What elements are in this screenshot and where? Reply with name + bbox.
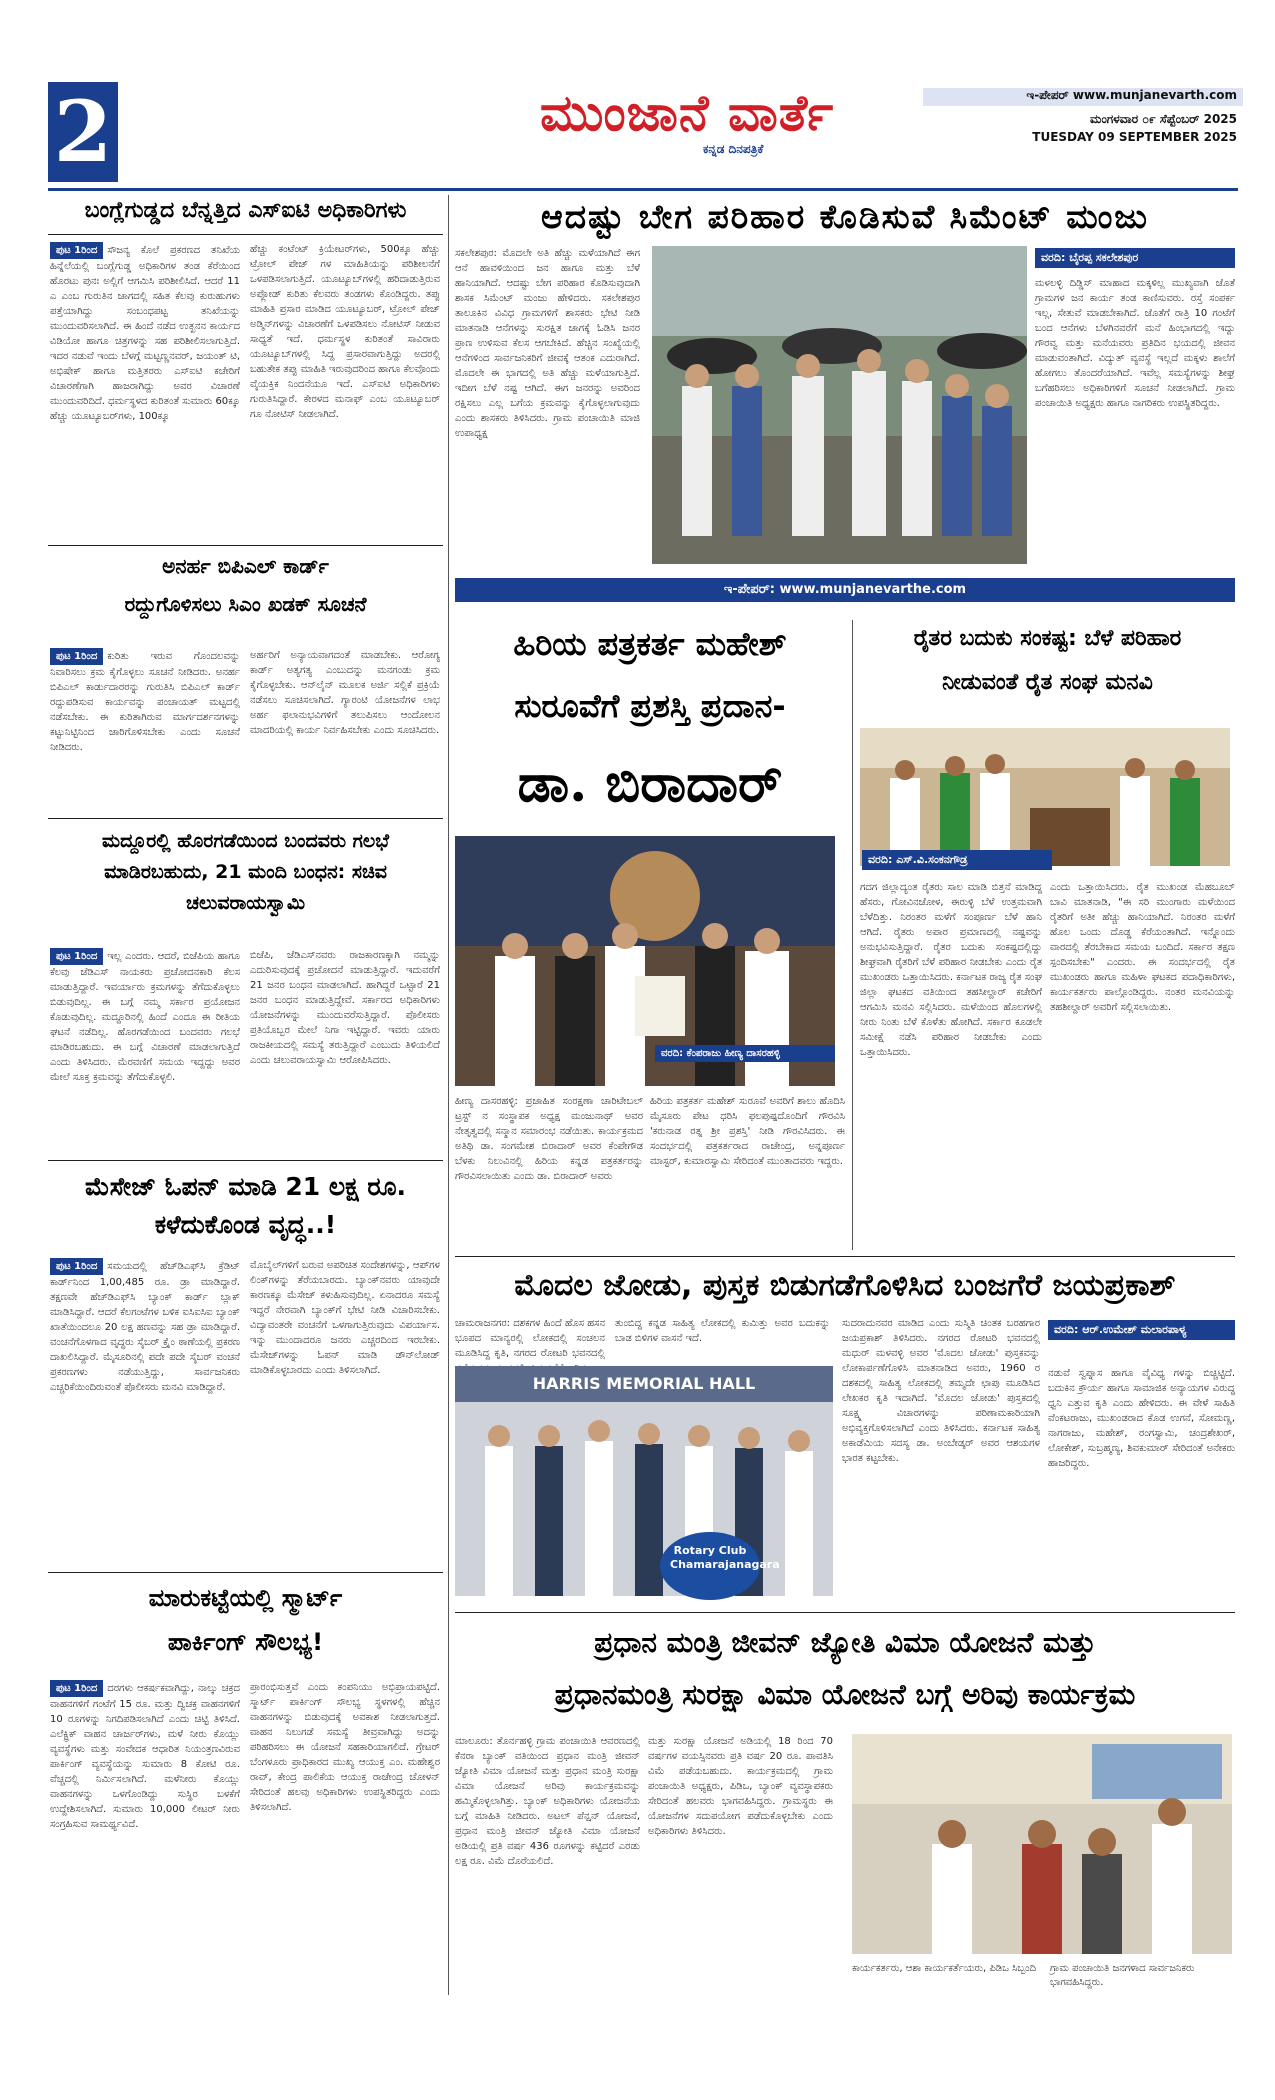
s4-byline: ವರದಿ: ಕೆಂಪರಾಜು ಹೀಣ್ಯ ದಾಸರಹಳ್ಳಿ	[655, 1045, 835, 1062]
s3-dateline: ಪುಟ 1ರಿಂದ	[50, 648, 103, 665]
s10-headline-2: ಪ್ರಧಾನಮಂತ್ರಿ ಸುರಕ್ಷಾ ವಿಮಾ ಯೋಜನೆ ಬಗ್ಗೆ ಅರಿವು ಕಾರ್ಯಕ್ರಮ	[554, 1678, 1136, 1711]
s3-headline-2: ರದ್ದುಗೊಳಿಸಲು ಸಿಎಂ ಖಡಕ್ ಸೂಚನೆ	[124, 592, 367, 616]
s1-col1: ಪುಟ 1ರಿಂದ ಸೌಜನ್ಯ ಕೊಲೆ ಪ್ರಕರಣದ ತನಿಖೆಯ ಹಿನ್ನೆಲೆಯಲ್ಲಿ ಬಂಗ್ಲೆಗುಡ್ಡ ಅಧಿಕಾರಿಗಳ ತಂಡ ಕೆರೆಯಿಂದ ಹೊರಟು ಪುನಃ ಅಲ್ಲಿಗೆ ಆಗಮಿಸಿ ಪರಿಶೀಲಿಸಿದೆ. ಆದರೆ 11 ಎ ಎಂಬ ಗುರುತಿನ ಜಾಗದಲ್ಲಿ ಸಹಿತ ಕೆಲವು ಕುರುಹುಗಳು ಪತ್ತೆಯಾಗಿದ್ದು ಸಂಬಂಧಪಟ್ಟ ತನಿಖೆಯನ್ನು ಮುಂದುವರಿಸಲಾಗಿದೆ. ಈ ಹಿಂದೆ ನಡೆದ ಉತ್ಖನನ ಕಾರ್ಯದ ವಿಡಿಯೋ ಹಾಗೂ ಚಿತ್ರಗಳನ್ನು ಸಹ ಪರಿಶೀಲಿಸಲಾಗುತ್ತಿದೆ. ಇದರ ನಡುವೆ ಇಂದು ಬೆಳಗ್ಗೆ ಮಟ್ಟಣ್ಣನವರ್, ಜಯಂತ್ ಟಿ, ಅಭಿಷೇಕ್ ಹಾಗೂ ಮತ್ತಿತರರು ಎಸ್‌ಐಟಿ ಕಚೇರಿಗೆ ವಿಚಾರಣೆಗಾಗಿ ಹಾಜರಾಗಿದ್ದು ಅವರ ವಿಚಾರಣೆ ಮುಂದುವರಿದಿದೆ. ಧರ್ಮಸ್ಥಳದ ಕುರಿತಂತೆ ಸುಮಾರು 60ಕ್ಕೂ ಹೆಚ್ಚು ಯೂಟ್ಯೂಬರ್‌ಗಳು, 100ಕ್ಕೂ	[50, 242, 240, 532]
date-kannada: ಮಂಗಳವಾರ ೦೯ ಸೆಪ್ಟೆಂಬರ್ 2025	[1090, 112, 1237, 126]
s8-col2: ತುಂಬಿದ್ದ ಕನ್ನಡ ಸಾಹಿತ್ಯ ಲೋಕದಲ್ಲಿ ಕುಮಿತ್ತು ಅವರ ಬದುಕನ್ನು ಬಾಡ ಬಿಳಿಗಳ ವಾಸನೆ ಇದೆ.	[615, 1318, 830, 1344]
epaper-url[interactable]: ಇ-ಪೇಪರ್ www.munjanevarth.com	[923, 88, 1243, 106]
s9-col2: ಪ್ರಾರಂಭಿಸುತ್ತವೆ ಎಂದು ಕಂಪನಿಯು ಅಭಿಪ್ರಾಯಪಟ್ಟಿದೆ. ಸ್ಮಾರ್ಟ್ ಪಾರ್ಕಿಂಗ್ ಸೌಲಭ್ಯ ಸ್ಥಳಗಳಲ್ಲಿ ಹೆಚ್ಚಿನ ವಾಹನಗಳನ್ನು ಬಿಡುವುದಕ್ಕೆ ಅವಕಾಶ ನೀಡಲಾಗುತ್ತದೆ. ವಾಹನ ನಿಲುಗಡೆ ಸಮಸ್ಯೆ ತೀವ್ರವಾಗಿದ್ದು ಅದನ್ನು ಪರಿಹರಿಸಲು ಈ ಯೋಜನೆ ಸಹಕಾರಿಯಾಗಲಿದೆ. ಗ್ರೇಟರ್ ಬೆಂಗಳೂರು ಪ್ರಾಧಿಕಾರದ ಮುಖ್ಯ ಆಯುಕ್ತ ಎಂ. ಮಹೇಶ್ವರ ರಾವ್, ಕೇಂದ್ರ ಪಾಲಿಕೆಯ ಆಯುಕ್ತ ರಾಜೇಂದ್ರ ಚೋಳನ್ ಸೇರಿದಂತೆ ಹಲವು ಅಧಿಕಾರಿಗಳು ಉಪಸ್ಥಿತರಿದ್ದರು ಎಂದು ತಿಳಿಸಲಾಗಿದೆ.	[250, 1682, 440, 1813]
s4-col1: ಹೀಣ್ಯ ದಾಸರಹಳ್ಳಿ: ಪ್ರಜಾಹಿತ ಸಂರಕ್ಷಣಾ ಚಾರಿಟೇಬಲ್ ಟ್ರಸ್ಟ್ ನ ಸಂಸ್ಥಾಪಕ ಅಧ್ಯಕ್ಷ ಮಂಜುನಾಥ್ ಅವರ ನೇತೃತ್ವದಲ್ಲಿ ಸನ್ಮಾನ ಸಮಾರಂಭ ನಡೆಯಿತು. ಕಾರ್ಯಕ್ರಮದ ಅತಿಥಿ ಡಾ. ಸಂಗಮೇಶ ಬಿರಾದಾರ್ ಅವರ ಕೆಂಪೇಗೌಡ ಬೆಳಕು ನಿಲುವಿನಲ್ಲಿ ಹಿರಿಯ ಕನ್ನಡ ಪತ್ರಕರ್ತರನ್ನು ಗೌರವಿಸಲಾಯಿತು ಎಂದು ಡಾ. ಬಿರಾದಾರ್ ಅವರು	[455, 1096, 643, 1182]
s5-photo-svg	[860, 728, 1230, 866]
s5-col1: ಗದಗ ಜಿಲ್ಲಾದ್ಯಂತ ರೈತರು ಸಾಲ ಮಾಡಿ ಬಿತ್ತನೆ ಮಾಡಿದ್ದ ಹೆಸರು, ಗೋವಿನಜೋಳ, ಈರುಳ್ಳಿ ಬೆಳೆ ಉತ್ತಮವಾಗಿ ಬೆಳೆದಿತ್ತು. ನಿರಂತರ ಮಳೆಗೆ ಸಂಪೂರ್ಣ ಬೆಳೆ ಹಾನಿ ಆಗಿದೆ. ರೈತರು ಅಪಾರ ಪ್ರಮಾಣದಲ್ಲಿ ನಷ್ಟವನ್ನು ಅನುಭವಿಸುತ್ತಿದ್ದಾರೆ. ರೈತರ ಬದುಕು ಸಂಕಷ್ಟದಲ್ಲಿದ್ದು ಶೀಘ್ರವಾಗಿ ರೈತರಿಗೆ ಬೆಳೆ ಪರಿಹಾರ ನೀಡಬೇಕು ಎಂದು ರೈತ ಮುಖಂಡರು ಒತ್ತಾಯಿಸಿದರು. ಕರ್ನಾಟಕ ರಾಜ್ಯ ರೈತ ಸಂಘ ಜಿಲ್ಲಾ ಘಟಕದ ವತಿಯಿಂದ ತಹಸೀಲ್ದಾರ್ ಕಚೇರಿಗೆ ಆಗಮಿಸಿ ಮನವಿ ಸಲ್ಲಿಸಿದರು. ಮಳೆಯಿಂದ ಹೊಲಗಳಲ್ಲಿ ನೀರು ನಿಂತು ಬೆಳೆ ಕೊಳೆತು ಹೋಗಿದೆ. ಸರ್ಕಾರ ಕೂಡಲೇ ಸಮೀಕ್ಷೆ ನಡೆಸಿ ಪರಿಹಾರ ನೀಡಬೇಕು ಎಂದು ಒತ್ತಾಯಿಸಿದರು.	[860, 882, 1042, 1058]
s10-col1: ಮಾಲೂರು: ತೊರ್ನಹಳ್ಳಿ ಗ್ರಾಮ ಪಂಚಾಯಿತಿ ಆವರಣದಲ್ಲಿ ಕೆನರಾ ಬ್ಯಾಂಕ್ ವತಿಯಿಂದ ಪ್ರಧಾನ ಮಂತ್ರಿ ಜೀವನ್ ಜ್ಯೋತಿ ವಿಮಾ ಯೋಜನೆ ಮತ್ತು ಪ್ರಧಾನ ಮಂತ್ರಿ ಸುರಕ್ಷಾ ವಿಮಾ ಯೋಜನೆ ಅರಿವು ಕಾರ್ಯಕ್ರಮವನ್ನು ಹಮ್ಮಿಕೊಳ್ಳಲಾಗಿತ್ತು. ಬ್ಯಾಂಕ್ ಅಧಿಕಾರಿಗಳು ಯೋಜನೆಯ ಬಗ್ಗೆ ಮಾಹಿತಿ ನೀಡಿದರು. ಅಟಲ್ ಪೆನ್ಷನ್ ಯೋಜನೆ, ಪ್ರಧಾನ ಮಂತ್ರಿ ಜೀವನ್ ಜ್ಯೋತಿ ವಿಮಾ ಯೋಜನೆ ಅಡಿಯಲ್ಲಿ ಪ್ರತಿ ವರ್ಷ 436 ರೂಗಳನ್ನು ಕಟ್ಟಿದರೆ ಎರಡು ಲಕ್ಷ ರೂ. ವಿಮೆ ದೊರೆಯಲಿದೆ.	[455, 1736, 640, 1867]
s8-headline: ಮೊದಲ ಜೋಡು, ಪುಸ್ತಕ ಬಿಡುಗಡೆಗೊಳಿಸಿದ ಬಂಜಗೆರೆ ಜಯಪ್ರಕಾಶ್	[514, 1268, 1176, 1303]
s7-col2: ಮೊಬೈಲ್‌ಗಳಿಗೆ ಬರುವ ಅಪರಿಚಿತ ಸಂದೇಶಗಳನ್ನು, ಆಪ್‌ಗಳ ಲಿಂಕ್‌ಗಳನ್ನು ತೆರೆಯಬಾರದು. ಬ್ಯಾಂಕ್‌ನವರು ಯಾವುದೇ ಕಾರಣಕ್ಕೂ ಮೆಸೇಜ್ ಕಳುಹಿಸುವುದಿಲ್ಲ. ಏನಾದರೂ ಸಮಸ್ಯೆ ಇದ್ದರೆ ನೇರವಾಗಿ ಬ್ಯಾಂಕ್‌ಗೆ ಭೇಟಿ ನೀಡಿ ವಿಚಾರಿಸಬೇಕು. ವಿದ್ಯಾವಂತರೇ ವಂಚನೆಗೆ ಒಳಗಾಗುತ್ತಿರುವುದು ವಿಪರ್ಯಾಸ. ಇನ್ನು ಮುಂದಾದರೂ ಜನರು ಎಚ್ಚರದಿಂದ ಇರಬೇಕು. ಮೆಸೇಜ್‌ಗಳನ್ನು ಓಪನ್ ಮಾಡಿ ಡೌನ್‌ಲೋಡ್ ಮಾಡಿಕೊಳ್ಳಬಾರದು ಎಂದು ತಿಳಿಸಲಾಗಿದೆ.	[250, 1260, 440, 1376]
s6-col2: ಬಿಜೆಪಿ, ಜೆಡಿಎಸ್‌ನವರು ರಾಜಕಾರಣಕ್ಕಾಗಿ ನಮ್ಮನ್ನು ಎದುರಿಸುವುದಕ್ಕೆ ಪ್ರಚೋದನೆ ಮಾಡುತ್ತಿದ್ದಾರೆ. ಇದುವರೆಗೆ 21 ಜನರ ಬಂಧನ ಮಾಡಲಾಗಿದೆ. ಹಾಗಿದ್ದರೆ ಒಟ್ಟಾರೆ 21 ಜನರ ಬಂಧನ ಮಾಡುತ್ತಿದ್ದೇವೆ. ಸರ್ಕಾರದ ಅಧಿಕಾರಿಗಳು ಯೋಜನೆಗಳನ್ನು ಮುಂದುವರೆಸುತ್ತಿದ್ದಾರೆ. ಪೊಲೀಸರು ಪ್ರತಿಯೊಬ್ಬರ ಮೇಲೆ ನಿಗಾ ಇಟ್ಟಿದ್ದಾರೆ. ಇವರು ಯಾರು ರಾಜಕೀಯದಲ್ಲಿ ಸಮಸ್ಯೆ ತರುತ್ತಿದ್ದಾರೆ ಎಂಬುದು ತಿಳಿಯಲಿದೆ ಎಂದು ಚಲುವರಾಯಸ್ವಾಮಿ ಆರೋಪಿಸಿದರು.	[250, 950, 440, 1066]
s2-right-col: ಮಳಲಳ್ಳಿ ದಿಡ್ಡಿಸ್ ಮಾಹಾದ ಮಕ್ಕಳಿಲ್ಲ ಮುಖ್ಯವಾಗಿ ಜೊತೆ ಗ್ರಾಮಗಳ ಜನ ಕಾರ್ಯ ತಂಡ ಕಾಣಿಸುವರು. ರಸ್ತೆ ಸಂಪರ್ಕ ಇಲ್ಲ, ಸೇತುವೆ ಮಾಡಬೇಕಾಗಿದೆ. ಜೊತೆಗೆ ರಾತ್ರಿ 10 ಗಂಟೆಗೆ ಬಂದ ಆನೆಗಳು ಬೆಳಗಿನವರೆಗೆ ಮನೆ ಹಿಂಭಾಗದಲ್ಲಿ ಇದ್ದು ಗೌರವ್ವ ಮತ್ತು ಮನೆಯವರು ಪ್ರತಿದಿನ ಭಯದಲ್ಲಿ ಜೀವನ ಮಾಡುವಂತಾಗಿದೆ. ವಿದ್ಯುತ್ ವ್ಯವಸ್ಥೆ ಇಲ್ಲದೆ ಮಕ್ಕಳು ಶಾಲೆಗೆ ಹೋಗಲು ತೊಂದರೆಯಾಗಿದೆ. ಇವೆಲ್ಲ ಸಮಸ್ಯೆಗಳನ್ನು ಶೀಘ್ರ ಬಗೆಹರಿಸಲು ಅಧಿಕಾರಿಗಳಿಗೆ ಸೂಚನೆ ನೀಡಲಾಗಿದೆ. ಗ್ರಾಮ ಪಂಚಾಯಿತಿ ಅಧ್ಯಕ್ಷರು ಹಾಗೂ ನಾಗರಿಕರು ಉಪಸ್ಥಿತರಿದ್ದರು.	[1035, 278, 1235, 409]
s2-photo-svg	[652, 246, 1027, 564]
s10-caption-right: ಗ್ರಾಮ ಪಂಚಾಯಿತಿ ಜನಗಳಾದ ಸಾರ್ವಜನಿಕರು ಭಾಗವಹಿಸಿದ್ದರು.	[1050, 1963, 1195, 1988]
s2-byline: ವರದಿ: ಬೈರಪ್ಪ ಸಕಲೇಶಪುರ	[1035, 248, 1235, 268]
s4-col2: ಹಿರಿಯ ಪತ್ರಕರ್ತ ಮಹೇಶ್ ಸುರೂವೆ ಅವರಿಗೆ ಶಾಲು ಹೊದಿಸಿ ಮೈಸೂರು ಪೇಟ ಧರಿಸಿ ಫಲಪುಷ್ಪದೊಂದಿಗೆ ಗೌರವಿಸಿ 'ಕರುನಾಡ ರತ್ನ ಶ್ರೀ ಪ್ರಶಸ್ತಿ' ನೀಡಿ ಗೌರವಿಸಿದರು. ಈ ಸಂದರ್ಭದಲ್ಲಿ ಪತ್ರಕರ್ತರಾದ ರಾಜೇಂದ್ರ, ಅನ್ನಪೂರ್ಣ ಮಾಸ್ಟರ್, ಕುಮಾರಸ್ವಾಮಿ ಸೇರಿದಂತೆ ಮುಂತಾದವರು ಇದ್ದರು.	[650, 1096, 845, 1167]
s8-col4: ನಡುವೆ ಸ್ವಪ್ನಾಸ ಹಾಗೂ ವೈವಿಧ್ಯ ಗಳನ್ನು ಬಿಚ್ಚಿಟ್ಟಿದೆ. ಬದುಕಿನ ಕ್ರೌರ್ಯ ಹಾಗೂ ಸಾಮಾಜಿಕ ಅನ್ಯಾಯಗಳ ವಿರುದ್ಧ ಧ್ವನಿ ಎತ್ತುವ ಕೃತಿ ಎಂದು ಹೇಳಿದರು. ಈ ವೇಳೆ ಸಾಹಿತಿ ವೆಂಕಟರಾಜು, ಮುಖಂಡರಾದ ಕೊಡ ಉಗನೆ, ಸೋಮಣ್ಣ, ನಾಗರಾಜು, ಮಹೇಶ್, ರಂಗಸ್ವಾಮಿ, ಚಂದ್ರಶೇಖರ್, ಲೋಕೇಶ್, ಸುಬ್ರಹ್ಮಣ್ಯ, ಶಿವಕುಮಾರ್ ಸೇರಿದಂತೆ ಅನೇಕರು ಹಾಜರಿದ್ದರು.	[1048, 1368, 1235, 1469]
s10-photo-svg	[852, 1734, 1232, 1954]
s2-photo	[652, 246, 1027, 564]
s3-col1: ಪುಟ 1ರಿಂದ ಕುರಿತು ಇರುವ ಗೊಂದಲವನ್ನು ನಿವಾರಿಸಲು ಕ್ರಮ ಕೈಗೊಳ್ಳಲು ಸೂಚನೆ ನೀಡಿದರು. ಅನರ್ಹ ಬಿಪಿಎಲ್ ಕಾರ್ಡುದಾರರನ್ನು ಗುರುತಿಸಿ ಬಿಪಿಎಲ್ ಕಾರ್ಡ್ ರದ್ದುಪಡಿಸುವ ಕಾರ್ಯವನ್ನು ಪಂಚಾಯತ್ ಮಟ್ಟದಲ್ಲಿ ನಡೆಸಬೇಕು. ಈ ಕುರಿತಾಗಿರುವ ಮಾರ್ಗದರ್ಶನಗಳನ್ನು ಕಟ್ಟುನಿಟ್ಟಿನಿಂದ ಜಾರಿಗೊಳಿಸಬೇಕು ಎಂದು ಸೂಚನೆ ನೀಡಿದರು.	[50, 648, 240, 808]
masthead-subtitle: ಕನ್ನಡ ದಿನಪತ್ರಿಕೆ	[703, 142, 764, 156]
s3-col2: ಅರ್ಹರಿಗೆ ಅನ್ಯಾಯವಾಗದಂತೆ ಮಾಡಬೇಕು. ಆರೋಗ್ಯ ಕಾರ್ಡ್ ಅತ್ಯಗತ್ಯ ಎಂಬುದನ್ನು ಮನಗಂಡು ಕ್ರಮ ಕೈಗೊಳ್ಳಬೇಕು. ಆನ್‌ಲೈನ್ ಮೂಲಕ ಅರ್ಜಿ ಸಲ್ಲಿಕೆ ಪ್ರಕ್ರಿಯೆ ನಡೆಸಲು ಸೂಚಿಸಲಾಗಿದೆ. ಗ್ಯಾರಂಟಿ ಯೋಜನೆಗಳ ಲಾಭ ಅರ್ಹ ಫಲಾನುಭವಿಗಳಿಗೆ ತಲುಪಿಸಲು ಆಂದೋಲನ ಮಾದರಿಯಲ್ಲಿ ಕಾರ್ಯ ನಿರ್ವಹಿಸಬೇಕು ಎಂದು ಸೂಚಿಸಿದರು.	[250, 650, 440, 736]
s4-headline-2: ಸುರೂವೆಗೆ ಪ್ರಶಸ್ತಿ ಪ್ರದಾನ-	[514, 687, 786, 725]
s5-col2: ಎಂದು ಒತ್ತಾಯಿಸಿದರು. ರೈತ ಮುಖಂಡ ಮೆಹಬೂಬ್ ಬಾವಿ ಮಾತನಾಡಿ, "ಈ ಸರಿ ಮುಂಗಾರು ಮಳೆಯಿಂದ ರೈತರಿಗೆ ಅತೀ ಹೆಚ್ಚು ಹಾನಿಯಾಗಿದೆ. ನಿರಂತರ ಮಳೆಗೆ ಹೊಲ ಒಂದು ದೊಡ್ಡ ಕೆರೆಯಂತಾಗಿದೆ. ಇನ್ನೊಂದು ವಾರದಲ್ಲಿ ತೆರಬೇಕಾದ ಸಮಯ ಬಂದಿದೆ. ಸರ್ಕಾರ ತಕ್ಷಣ ಸ್ಪಂದಿಸಬೇಕು" ಎಂದರು. ಈ ಸಂದರ್ಭದಲ್ಲಿ ರೈತ ಮುಖಂಡರು ಹಾಗೂ ಮಹಿಳಾ ಘಟಕದ ಪದಾಧಿಕಾರಿಗಳು, ಕಾರ್ಯಕರ್ತರು ಪಾಲ್ಗೊಂಡಿದ್ದರು. ನಂತರ ಮನವಿಯನ್ನು ತಹಶೀಲ್ದಾರ್ ಅವರಿಗೆ ಸಲ್ಲಿಸಲಾಯಿತು.	[1050, 882, 1235, 1013]
s5-headline-2: ನೀಡುವಂತೆ ರೈತ ಸಂಘ ಮನವಿ	[942, 670, 1153, 695]
s10-col2: ಮತ್ತು ಸುರಕ್ಷಾ ಯೋಜನೆ ಅಡಿಯಲ್ಲಿ 18 ರಿಂದ 70 ವರ್ಷಗಳ ವಯಸ್ಸಿನವರು ಪ್ರತಿ ವರ್ಷ 20 ರೂ. ಪಾವತಿಸಿ ವಿಮೆ ಪಡೆಯಬಹುದು. ಕಾರ್ಯಕ್ರಮದಲ್ಲಿ ಗ್ರಾಮ ಪಂಚಾಯಿತಿ ಅಧ್ಯಕ್ಷರು, ಪಿಡಿಒ, ಬ್ಯಾಂಕ್ ವ್ಯವಸ್ಥಾಪಕರು ಸೇರಿದಂತೆ ಹಲವರು ಭಾಗವಹಿಸಿದ್ದರು. ಗ್ರಾಮಸ್ಥರು ಈ ಯೋಜನೆಗಳ ಸದುಪಯೋಗ ಪಡೆದುಕೊಳ್ಳಬೇಕು ಎಂದು ಅಧಿಕಾರಿಗಳು ತಿಳಿಸಿದರು.	[648, 1736, 833, 1837]
s10-caption-left: ಕಾರ್ಯಕರ್ತರು, ಆಶಾ ಕಾರ್ಯಕರ್ತೆಯರು, ಪಿಡಿಒ ಸಿಬ್ಬಂದಿ	[852, 1963, 1037, 1974]
s7-dateline: ಪುಟ 1ರಿಂದ	[50, 1258, 103, 1275]
s1-headline: ಬಂಗ್ಲೆಗುಡ್ಡದ ಬೆನ್ನತ್ತಿದ ಎಸ್‌ಐಟಿ ಅಧಿಕಾರಿಗಳು	[84, 198, 407, 223]
masthead	[48, 82, 1238, 192]
s6-dateline: ಪುಟ 1ರಿಂದ	[50, 948, 103, 965]
s7-col1: ಪುಟ 1ರಿಂದ ಸಮಯದಲ್ಲಿ ಹೆಚ್‌ಡಿಎಫ್‌ಸಿ ಕ್ರೆಡಿಟ್ ಕಾರ್ಡ್‌ನಿಂದ 1,00,485 ರೂ. ಡ್ರಾ ಮಾಡಿದ್ದಾರೆ. ತಕ್ಷಣವೇ ಹೆಚ್‌ಡಿಎಫ್‌ಸಿ ಬ್ಯಾಂಕ್ ಕಾರ್ಡ್ ಬ್ಲಾಕ್ ಮಾಡಿಸಿದ್ದಾರೆ. ಆದರೆ ಕೆಲಗಂಟೆಗಳ ಬಳಿಕ ಐಸಿಐಸಿಐ ಬ್ಯಾಂಕ್ ಖಾತೆಯಿಂದಲೂ 20 ಲಕ್ಷ ಹಣವನ್ನು ಸಹ ಡ್ರಾ ಮಾಡಿದ್ದಾರೆ. ವಂಚನೆಗೊಳಗಾದ ವೃದ್ಧರು ಸೈಬರ್ ಕ್ರೈಂ ಠಾಣೆಯಲ್ಲಿ ಪ್ರಕರಣ ದಾಖಲಿಸಿದ್ದಾರೆ. ಮೈಸೂರಿನಲ್ಲಿ ಪದೇ ಪದೇ ಸೈಬರ್ ವಂಚನೆ ಪ್ರಕರಣಗಳು ನಡೆಯುತ್ತಿದ್ದು, ಸಾರ್ವಜನಿಕರು ಎಚ್ಚರಿಕೆಯಿಂದಿರುವಂತೆ ಪೊಲೀಸರು ಮನವಿ ಮಾಡಿದ್ದಾರೆ.	[50, 1258, 240, 1558]
s9-dateline: ಪುಟ 1ರಿಂದ	[50, 1680, 103, 1697]
s5-headline-1: ರೈತರ ಬದುಕು ಸಂಕಷ್ಟ: ಬೆಳೆ ಪರಿಹಾರ	[913, 626, 1182, 651]
s7-headline: ಮೆಸೇಜ್ ಓಪನ್ ಮಾಡಿ 21 ಲಕ್ಷ ರೂ. ಕಳೆದುಕೊಂಡ ವೃದ್ಧ..!	[84, 1172, 407, 1239]
s1-dateline: ಪುಟ 1ರಿಂದ	[50, 242, 103, 259]
date-english: TUESDAY 09 SEPTEMBER 2025	[1032, 130, 1237, 144]
s8-col3: ಸುದರಾದುನವರ ಮಾಡಿದ ಎಂದು ಸುಸ್ಮಿತಿ ಚಿಂತಕ ಬರಹಗಾರ ಜಯಪ್ರಕಾಶ್ ತಿಳಿಸಿದರು. ನಗರದ ರೋಟರಿ ಭವನದಲ್ಲಿ ಮಧುರ್ ಮಳವಳ್ಳಿ ಅವರ 'ಮೊದಲ ಜೋಡು' ಪುಸ್ತಕವನ್ನು ಲೋಕಾರ್ಪಣೆಗೊಳಿಸಿ ಮಾತನಾಡಿದ ಅವರು, 1960 ರ ದಶಕದಲ್ಲಿ ಸಾಹಿತ್ಯ ಲೋಕದಲ್ಲಿ ತಮ್ಮದೇ ಛಾಪು ಮೂಡಿಸಿದ ಲೇಖಕರ ಕೃತಿ ಇದಾಗಿದೆ. 'ಮೊದಲ ಜೋಡು' ಪುಸ್ತಕದಲ್ಲಿ ಸೂಕ್ಷ್ಮ ವಿಚಾರಗಳನ್ನು ಪರಿಣಾಮಕಾರಿಯಾಗಿ ಅಭಿವ್ಯಕ್ತಗೊಳಿಸಲಾಗಿದೆ ಎಂದು ತಿಳಿಸಿದರು. ಕರ್ನಾಟಕ ಸಾಹಿತ್ಯ ಅಕಾಡೆಮಿಯ ಸದಸ್ಯ ಡಾ. ಅಂಬೇಡ್ಕರ್ ಅವರ ಆಶಯಗಳ ಭಾರತ ಕಟ್ಟಬೇಕು.	[842, 1318, 1040, 1464]
s5-byline: ವರದಿ: ಎಸ್.ವಿ.ಸಂಕನಗೌಡ್ರ	[862, 850, 1052, 870]
s5-photo	[860, 728, 1230, 866]
s2-headline: ಆದಷ್ಟು ಬೇಗ ಪರಿಹಾರ ಕೊಡಿಸುವೆ ಸಿಮೆಂಟ್ ಮಂಜು	[541, 197, 1149, 236]
masthead-title: ಮುಂಜಾನೆ ವಾರ್ತೆ	[540, 84, 835, 142]
s8-photo-caption: Rotary Club Chamarajanagara	[670, 1544, 780, 1571]
s9-col1: ಪುಟ 1ರಿಂದ ದರಗಳು ಆಕರ್ಷಕವಾಗಿದ್ದು, ನಾಲ್ಕು ಚಕ್ರದ ವಾಹನಗಳಿಗೆ ಗಂಟೆಗೆ 15 ರೂ. ಮತ್ತು ದ್ವಿಚಕ್ರ ವಾಹನಗಳಿಗೆ 10 ರೂಗಳನ್ನು ನಿಗದಿಪಡಿಸಲಾಗಿದೆ ಎಂದು ಚಿಟ್ಟಿ ತಿಳಿಸಿದೆ. ಎಲೆಕ್ಟ್ರಿಕ್ ವಾಹನ ಚಾರ್ಜರ್‌ಗಳು, ಮಳೆ ನೀರು ಕೊಯ್ಲು ವ್ಯವಸ್ಥೆಗಳು ಮತ್ತು ಸಂವೇದಕ ಆಧಾರಿತ ನಿಯಂತ್ರಣವಿರುವ ಪಾರ್ಕಿಂಗ್ ವ್ಯವಸ್ಥೆಯನ್ನು ಸುಮಾರು 8 ಕೋಟಿ ರೂ. ವೆಚ್ಚದಲ್ಲಿ ನಿರ್ಮಿಸಲಾಗಿದೆ. ಮಳೆನೀರು ಕೊಯ್ಲು ವಾಹನಗಳನ್ನು ಒಳಗೊಂಡಿದ್ದು ಸುಸ್ಥಿರ ಬಳಕೆಗೆ ಉದ್ದೇಶಿಸಲಾಗಿದೆ. ಸುಮಾರು 10,000 ಲೀಟರ್ ನೀರು ಸಂಗ್ರಹಿಸುವ ಸಾಮರ್ಥ್ಯವಿದೆ.	[50, 1680, 240, 2010]
s10-photo	[852, 1734, 1232, 1954]
s6-col1: ಪುಟ 1ರಿಂದ ಇಲ್ಲ ಎಂದರು. ಆದರೆ, ಬಿಜೆಪಿಯ ಹಾಗೂ ಕೆಲವು ಜೆಡಿಎಸ್ ನಾಯಕರು ಪ್ರಚೋದನಕಾರಿ ಕೆಲಸ ಮಾಡುತ್ತಿದ್ದಾರೆ. ಇವರ್ಯಾರು ಕ್ರಮಗಳನ್ನು ತೆಗೆದುಕೊಳ್ಳಲು ಬಿಡುವುದಿಲ್ಲ. ಈ ಬಗ್ಗೆ ನಮ್ಮ ಸರ್ಕಾರ ಪ್ರಯೋಜನ ಕೊಡುವುದಿಲ್ಲ. ಮದ್ದೂರಿನಲ್ಲಿ ಹಿಂದೆ ಎಂದೂ ಈ ರೀತಿಯ ಘಟನೆ ನಡೆದಿಲ್ಲ. ಹೊರಗಡೆಯಿಂದ ಬಂದವರು ಗಲಭೆ ಮಾಡಿರಬಹುದು. ಈ ಬಗ್ಗೆ ವಿಚಾರಣೆ ಮಾಡಲಾಗುತ್ತಿದೆ ಎಂದು ತಿಳಿಸಿದರು. ಮೆರವಣಿಗೆ ಸಮಯ ಇದ್ದದ್ದು ಅವರ ಮೇಲೆ ಸೂಕ್ತ ಕ್ರಮವನ್ನು ತೆಗೆದುಕೊಳ್ಳಲಿ.	[50, 948, 240, 1148]
s8-byline: ವರದಿ: ಆರ್.ಉಮೇಶ್ ಮಲಾರಪಾಳ್ಯ	[1048, 1320, 1235, 1340]
s9-headline-2: ಪಾರ್ಕಿಂಗ್ ಸೌಲಭ್ಯ!	[167, 1628, 324, 1656]
s4-headline-1: ಹಿರಿಯ ಪತ್ರಕರ್ತ ಮಹೇಶ್	[513, 625, 787, 663]
s2-left-col: ಸಕಲೇಶಪುರ: ಮೊದಲೇ ಅತಿ ಹೆಚ್ಚು ಮಳೆಯಾಗಿದೆ ಈಗ ಆನೆ ಹಾವಳಿಯಿಂದ ಜನ ಹಾಗೂ ಮತ್ತು ಬೆಳೆ ಹಾನಿಯಾಗಿದೆ. ಆದಷ್ಟು ಬೇಗ ಪರಿಹಾರ ಕೊಡಿಸುವುದಾಗಿ ಶಾಸಕ ಸಿಮೆಂಟ್ ಮಂಜು ಹೇಳಿದರು. ಸಕಲೇಶಪುರ ತಾಲೂಕಿನ ವಿವಿಧ ಗ್ರಾಮಗಳಿಗೆ ಶಾಸಕರು ಭೇಟಿ ನೀಡಿ ಮಾತನಾಡಿ ಆನೆಗಳನ್ನು ಸುರಕ್ಷಿತ ಜಾಗಕ್ಕೆ ಓಡಿಸಿ ಜನರ ಪ್ರಾಣ ಉಳಿಸುವ ಕೆಲಸ ಆಗಬೇಕಿದೆ. ಹೆಚ್ಚಿನ ಸಂಖ್ಯೆಯಲ್ಲಿ ಆನೆಗಳಿಂದ ಸಾರ್ವಜನಿಕರಿಗೆ ಜೀವಕ್ಕೆ ಆತಂಕ ಎದುರಾಗಿದೆ. ಮೊದಲೇ ಈ ಭಾಗದಲ್ಲಿ ಅತಿ ಹೆಚ್ಚು ಮಳೆಯಾಗುತ್ತಿದೆ. ಇದೀಗ ಬೆಳೆ ನಷ್ಟ ಆಗಿದೆ. ಈಗ ಜನರನ್ನು ಅವರಿಂದ ರಕ್ಷಿಸಲು ಎಲ್ಲ ಬಗೆಯ ಕ್ರಮವನ್ನು ಕೈಗೊಳ್ಳಲಾಗುವುದು ಎಂದು ಶಾಸಕರು ತಿಳಿಸಿದರು. ಗ್ರಾಮ ಪಂಚಾಯಿತಿ ಮಾಜಿ ಉಪಾಧ್ಯಕ್ಷ	[455, 248, 640, 439]
page-number-box: 2	[48, 82, 118, 182]
s8-photo	[455, 1366, 833, 1596]
s8-col1: ಚಾಮರಾಜನಗರ: ದಶಕಗಳ ಹಿಂದೆ ಹೊಸ ಹಸನ ಭೂಪದ ಮಾನ್ಯರಲ್ಲಿ ಲೋಕದಲ್ಲಿ ಸಂಚಲನ ಮೂಡಿಸಿದ್ದ ಕೃತಿ, ನಗರದ ರೋಟರಿ ಭವನದಲ್ಲಿ	[455, 1318, 606, 1359]
s4-headline-3: ಡಾ. ಬಿರಾದಾರ್	[517, 753, 783, 814]
s1-col2: ಹೆಚ್ಚು ಕಂಟೆಂಟ್ ಕ್ರಿಯೇಟರ್‌ಗಳು, 500ಕ್ಕೂ ಹೆಚ್ಚು ಟ್ರೋಲ್ ಪೇಜ್ ಗಳ ಮಾಹಿತಿಯನ್ನು ಪರಿಶೀಲನೆಗೆ ಒಳಪಡಿಸಲಾಗುತ್ತಿದೆ. ಯೂಟ್ಯೂಬ್‌ಗಳಲ್ಲಿ ಹರಿದಾಡುತ್ತಿರುವ ಅಪ್ಲೋಡ್ ಕುರಿತು ಕೆಲವರು ತಂಡಗಳು ಕೊಂಡಿದ್ದರು. ತಪ್ಪು ಮಾಹಿತಿ ಪ್ರಸಾರ ಮಾಡಿದ ಯೂಟ್ಯೂಬರ್, ಟ್ರೋಲ್ ಪೇಜ್ ಅಡ್ಮಿನ್‌ಗಳನ್ನು ವಿಚಾರಣೆಗೆ ಒಳಪಡಿಸಲು ನೋಟಿಸ್ ನೀಡುವ ಸಾಧ್ಯತೆ ಇದೆ. ಧರ್ಮಸ್ಥಳ ಕುರಿತಂತೆ ಸಾವಿರಾರು ಯೂಟ್ಯೂಬ್‌ಗಳಲ್ಲಿ ಸಿದ್ದ ಪ್ರಸಾರವಾಗುತ್ತಿದ್ದು ಅದರಲ್ಲಿ ಬಹುತೇಕ ತಪ್ಪು ಮಾಹಿತಿ ಇರುವುದರಿಂದ ಹಾಗೂ ಕೆಲವೊಂದು ವೈಯಕ್ತಿಕ ನಿಂದನೆಯೂ ಇದೆ. ಎಸ್‌ಐಟಿ ಅಧಿಕಾರಿಗಳು ಗುರುತಿಸಿದ್ದಾರೆ. ಕೇರಳದ ಮನಾಫ್ ಎಂಬ ಯೂಟ್ಯೂಬರ್ ಗೂ ನೋಟಿಸ್ ನೀಡಲಾಗಿದೆ.	[250, 244, 440, 420]
s3-headline-1: ಅನರ್ಹ ಬಿಪಿಎಲ್ ಕಾರ್ಡ್	[162, 554, 329, 578]
s9-headline-1: ಮಾರುಕಟ್ಟೆಯಲ್ಲಿ ಸ್ಮಾರ್ಟ್	[148, 1584, 343, 1612]
epaper-banner[interactable]: ಇ-ಪೇಪರ್: www.munjanevarthe.com	[455, 578, 1235, 602]
s10-headline-1: ಪ್ರಧಾನ ಮಂತ್ರಿ ಜೀವನ್ ಜ್ಯೋತಿ ವಿಮಾ ಯೋಜನೆ ಮತ್ತು	[594, 1626, 1096, 1659]
s8-hall-sign: HARRIS MEMORIAL HALL	[455, 1366, 833, 1402]
s6-headline: ಮದ್ದೂರಲ್ಲಿ ಹೊರಗಡೆಯಿಂದ ಬಂದವರು ಗಲಭೆ ಮಾಡಿರಬಹುದು, 21 ಮಂದಿ ಬಂಧನ: ಸಚಿವ ಚಲುವರಾಯಸ್ವಾಮಿ	[102, 830, 389, 914]
